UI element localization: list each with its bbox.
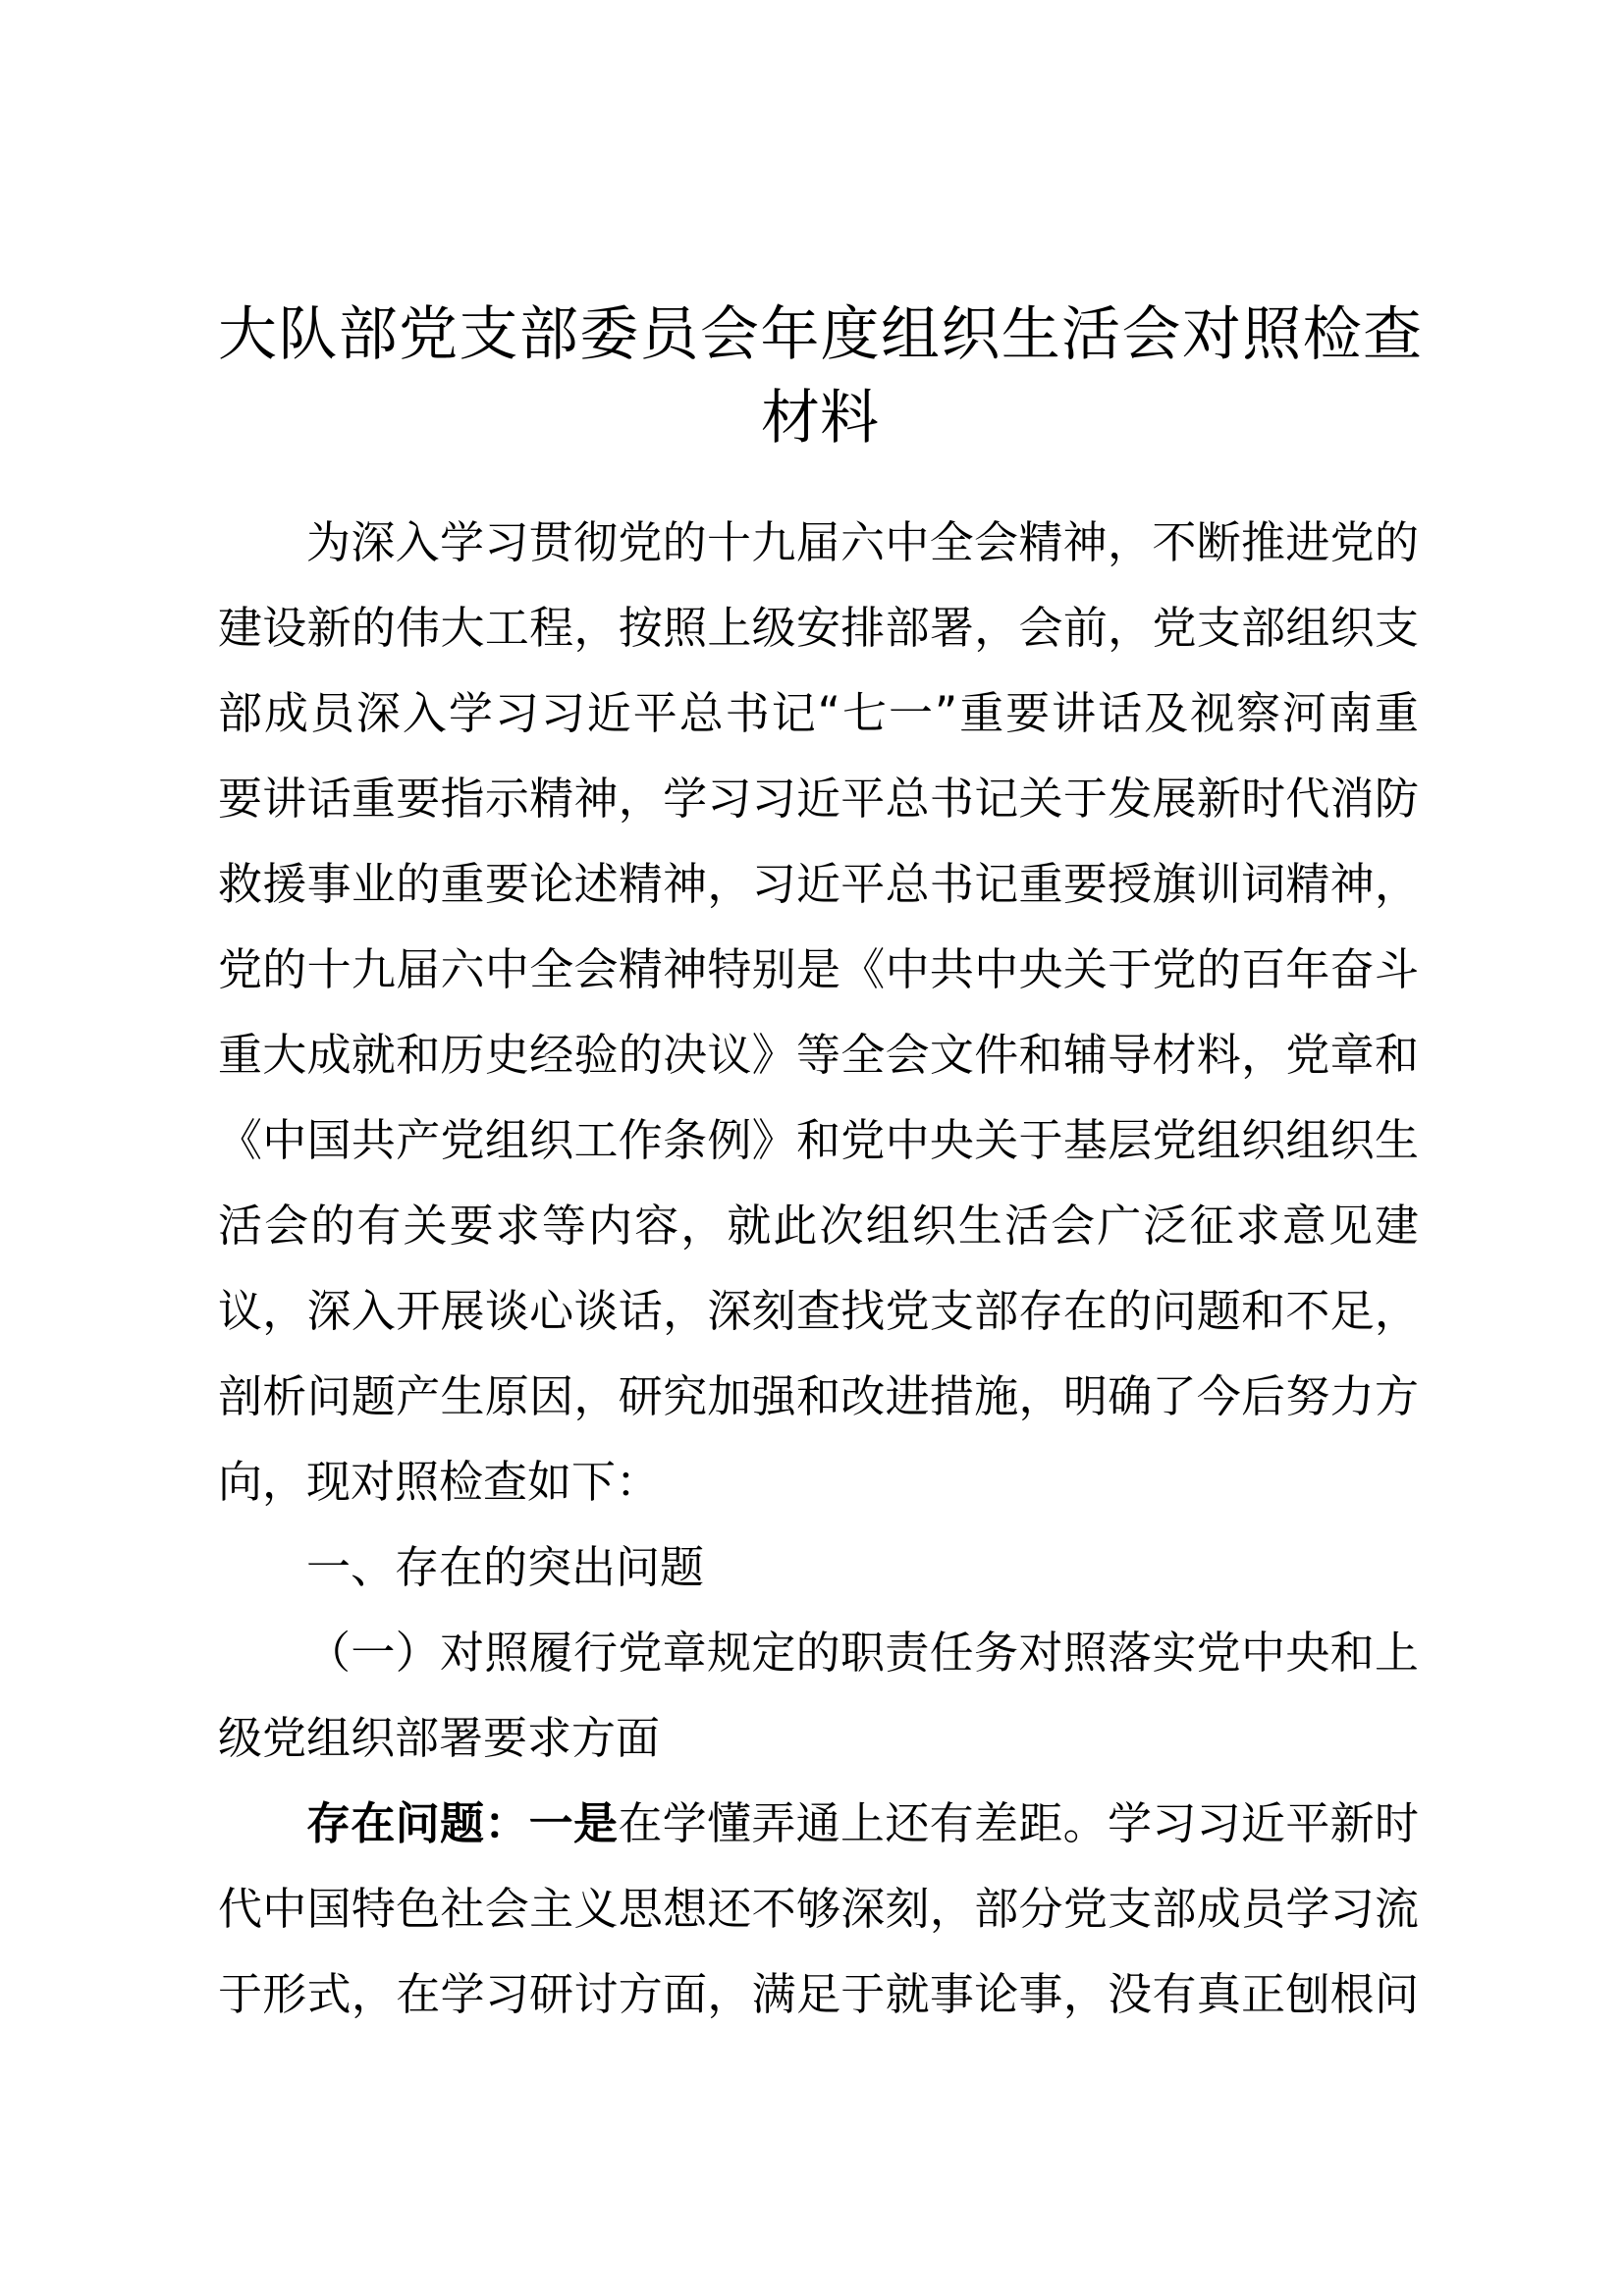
title-line-1: 大队部党支部委员会年度组织生活会对照检查 [218, 300, 1422, 369]
paragraph-line: 党的十九届六中全会精神特别是《中共中央关于党的百年奋斗 [218, 943, 1419, 995]
paragraph-line: 重大成就和历史经验的决议》等全会文件和辅导材料，党章和 [218, 1029, 1419, 1081]
paragraph-line: 为深入学习贯彻党的十九届六中全会精神，不断推进党的 [306, 516, 1419, 568]
document-title [218, 294, 1422, 460]
section-heading: 一、存在的突出问题 [306, 1541, 705, 1593]
subsection-heading-line: （一）对照履行党章规定的职责任务对照落实党中央和上 [306, 1627, 1419, 1679]
paragraph-line: 于形式，在学习研讨方面，满足于就事论事，没有真正刨根问 [218, 1968, 1419, 2020]
paragraph-line: 部成员深入学习习近平总书记“七一”重要讲话及视察河南重 [218, 687, 1419, 739]
paragraph-line: 建设新的伟大工程，按照上级安排部署，会前，党支部组织支 [218, 602, 1419, 654]
paragraph-line: 《中国共产党组织工作条例》和党中央关于基层党组织组织生 [218, 1114, 1419, 1166]
problem-label: 存在问题： [306, 1797, 529, 1849]
paragraph-line: 代中国特色社会主义思想还不够深刻，部分党支部成员学习流 [218, 1883, 1419, 1935]
point-label: 一是 [528, 1797, 619, 1849]
paragraph-line: 向，现对照检查如下： [218, 1456, 661, 1508]
title-line-2: 材料 [761, 384, 879, 453]
problem-text: 在学懂弄通上还有差距。学习习近平新时 [618, 1797, 1419, 1849]
paragraph-line: 要讲话重要指示精神，学习习近平总书记关于发展新时代消防 [218, 773, 1419, 825]
paragraph-line [218, 1781, 1419, 1866]
intro-paragraph [218, 500, 1419, 1524]
paragraph-line: 救援事业的重要论述精神，习近平总书记重要授旗训词精神， [218, 858, 1419, 910]
subsection-heading-line: 级党组织部署要求方面 [218, 1712, 661, 1764]
document-body [218, 500, 1419, 2037]
subsection-heading [218, 1610, 1419, 1781]
problem-paragraph [218, 1781, 1419, 2037]
paragraph-line: 活会的有关要求等内容，就此次组织生活会广泛征求意见建 [218, 1200, 1419, 1252]
paragraph-line: 议，深入开展谈心谈话，深刻查找党支部存在的问题和不足， [218, 1285, 1419, 1337]
paragraph-line: 剖析问题产生原因，研究加强和改进措施，明确了今后努力方 [218, 1370, 1419, 1422]
